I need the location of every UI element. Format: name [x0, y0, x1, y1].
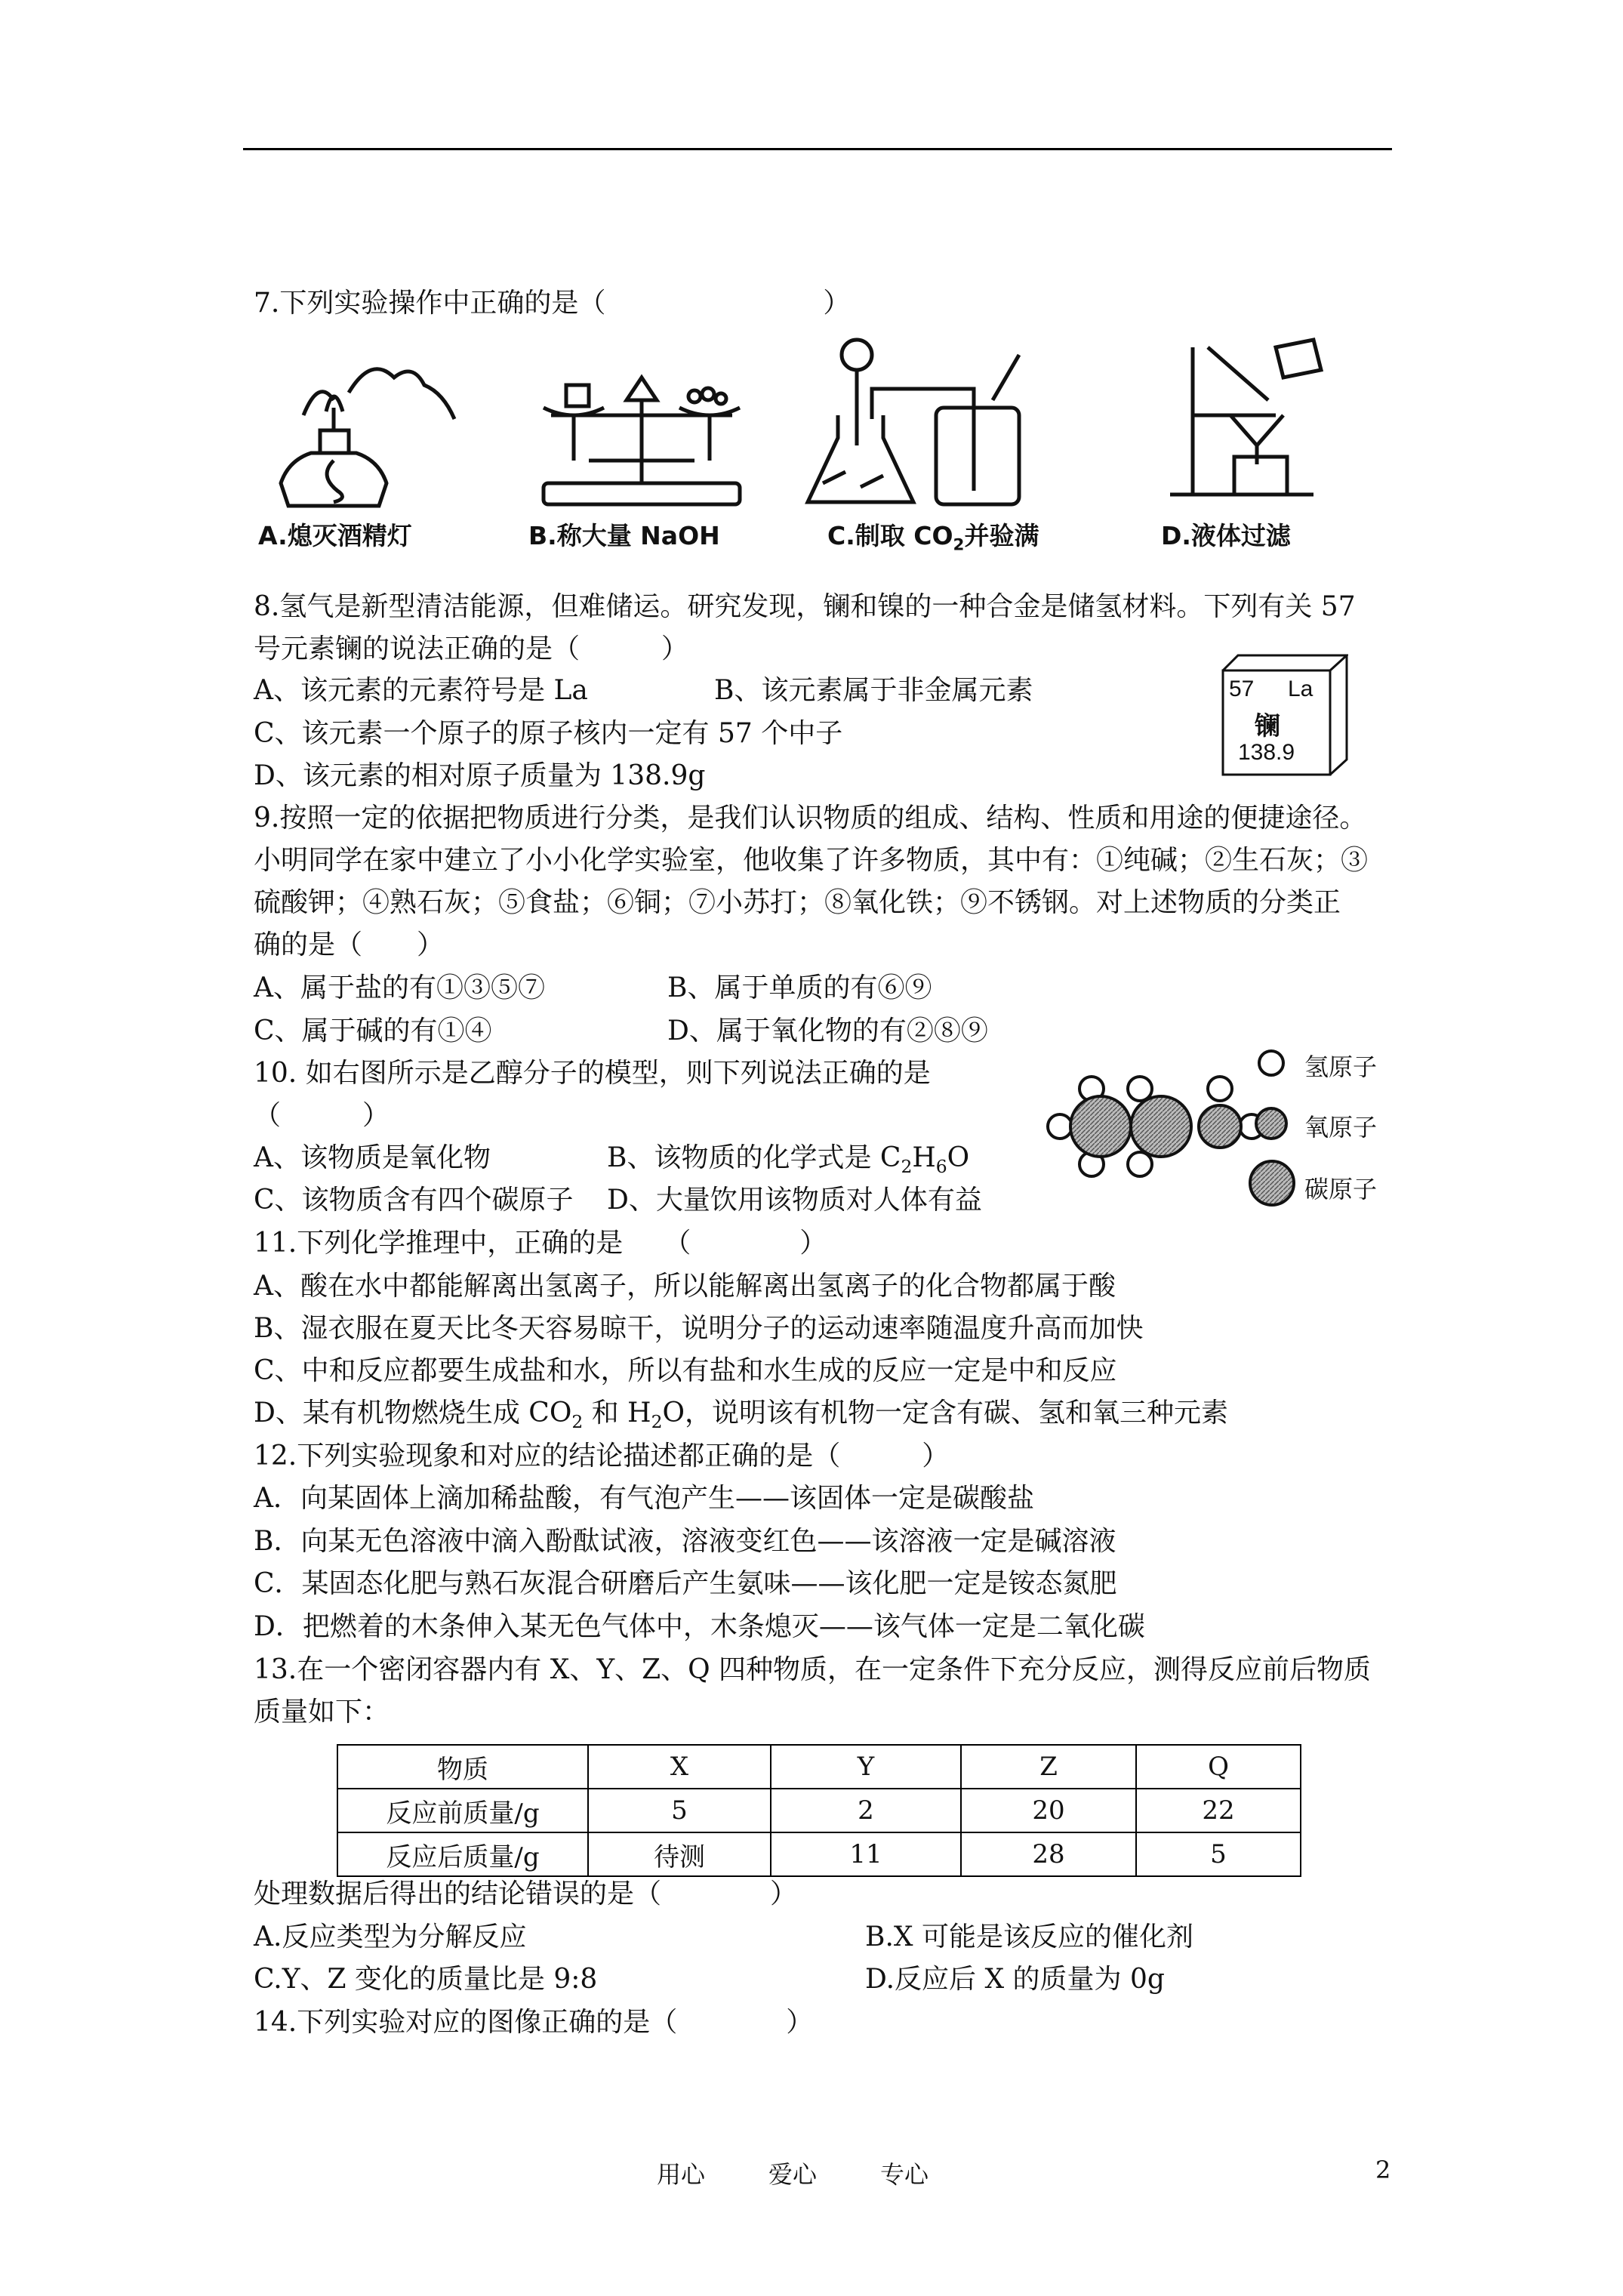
q13-option-d: D.反应后 X 的质量为 0g [865, 1964, 1165, 1995]
q8-option-d: D、该元素的相对原子质量为 138.9g [254, 760, 706, 791]
legend-hydrogen-label: 氢原子 [1304, 1052, 1378, 1081]
table-header-cell: Q [1136, 1745, 1301, 1789]
table-cell: 20 [961, 1789, 1136, 1832]
table-header-cell: X [588, 1745, 771, 1789]
element-name: 镧 [1255, 712, 1280, 741]
q7-caption-a: A.熄灭酒精灯 [258, 521, 412, 550]
header-rule [243, 148, 1392, 150]
table-cell: 反应后质量/g [337, 1832, 588, 1876]
q12-option-b: B．向某无色溶液中滴入酚酞试液，溶液变红色——该溶液一定是碱溶液 [254, 1526, 1116, 1557]
q9-option-a: A、属于盐的有①③⑤⑦ [254, 972, 545, 1003]
q9-stem-line3: 硫酸钾；④熟石灰；⑤食盐；⑥铜；⑦小苏打；⑧氧化铁；⑨不锈钢。对上述物质的分类正 [254, 887, 1341, 918]
table-cell: 反应前质量/g [337, 1789, 588, 1832]
q9-stem-line2: 小明同学在家中建立了小小化学实验室，他收集了许多物质，其中有：①纯碱；②生石灰；③ [254, 845, 1369, 876]
q10-option-a: A、该物质是氧化物 [254, 1142, 491, 1173]
q8-stem-line2: 号元素镧的说法正确的是（ ） [254, 633, 689, 664]
q9-stem-line4: 确的是（ ） [254, 929, 445, 960]
legend-carbon-label: 碳原子 [1304, 1175, 1378, 1203]
q11-stem: 11.下列化学推理中，正确的是 （ ） [254, 1228, 827, 1259]
table-cell: 11 [771, 1832, 961, 1876]
q8-option-b: B、该元素属于非金属元素 [714, 675, 1033, 706]
table-header-cell: Y [771, 1745, 961, 1789]
filtration-figure [1163, 332, 1329, 513]
legend-oxygen-icon [1252, 1104, 1291, 1143]
alcohol-lamp-figure [273, 347, 462, 513]
q10-option-c: C、该物质含有四个碳原子 [254, 1185, 574, 1216]
ethanol-molecule-model [1040, 1057, 1267, 1200]
q10-stem-line2: （ ） [254, 1100, 390, 1131]
table-header-cell: Z [961, 1745, 1136, 1789]
legend-oxygen-label: 氧原子 [1304, 1113, 1378, 1142]
q9-option-c: C、属于碱的有①④ [254, 1015, 492, 1046]
q13-stem-line2: 质量如下： [254, 1697, 390, 1727]
q8-option-c: C、该元素一个原子的原子核内一定有 57 个中子 [254, 718, 843, 749]
q11-option-b: B、湿衣服在夏天比冬天容易晾干，说明分子的运动速率随温度升高而加快 [254, 1313, 1144, 1344]
footer-text-mid: 爱心 [768, 2160, 818, 2189]
q9-stem-line1: 9.按照一定的依据把物质进行分类，是我们认识物质的组成、结构、性质和用途的便捷途径。 [254, 803, 1367, 834]
q13-option-a: A.反应类型为分解反应 [254, 1922, 527, 1952]
table-cell: 28 [961, 1832, 1136, 1876]
balance-figure [528, 355, 755, 513]
q13-question: 处理数据后得出的结论错误的是（ ） [254, 1878, 798, 1909]
element-atomic-mass: 138.9 [1238, 740, 1295, 765]
footer-text-right: 专心 [880, 2160, 929, 2189]
q7-stem: 7.下列实验操作中正确的是（ ） [254, 288, 851, 319]
footer-text-left: 用心 [657, 2160, 706, 2189]
q7-caption-b: B.称大量 NaOH [528, 521, 720, 550]
q12-stem: 12.下列实验现象和对应的结论描述都正确的是（ ） [254, 1441, 950, 1472]
table-cell: 待测 [588, 1832, 771, 1876]
table-row [337, 1789, 1301, 1832]
q9-option-d: D、属于氧化物的有②⑧⑨ [667, 1015, 988, 1046]
q13-option-b: B.X 可能是该反应的催化剂 [865, 1922, 1193, 1952]
q11-option-a: A、酸在水中都能解离出氢离子，所以能解离出氢离子的化合物都属于酸 [254, 1271, 1116, 1302]
co2-apparatus-figure [800, 332, 1057, 513]
table-cell: 2 [771, 1789, 961, 1832]
q8-stem-line1: 8.氢气是新型清洁能源，但难储运。研究发现，镧和镍的一种合金是储氢材料。下列有关 57 [254, 591, 1356, 622]
q13-stem-line1: 13.在一个密闭容器内有 X、Y、Z、Q 四种物质，在一定条件下充分反应，测得反应前后物质 [254, 1654, 1372, 1685]
element-atomic-number: 57 [1229, 676, 1255, 701]
element-symbol: La [1288, 676, 1313, 701]
table-header-cell: 物质 [337, 1745, 588, 1789]
q10-option-d: D、大量饮用该物质对人体有益 [607, 1185, 982, 1216]
q10-stem-line1: 10. 如右图所示是乙醇分子的模型，则下列说法正确的是 [254, 1058, 931, 1089]
legend-hydrogen-icon [1255, 1046, 1288, 1080]
page-number: 2 [1375, 2156, 1391, 2184]
q12-option-d: D．把燃着的木条伸入某无色气体中，木条熄灭——该气体一定是二氧化碳 [254, 1611, 1145, 1642]
q12-option-a: A．向某固体上滴加稀盐酸，有气泡产生——该固体一定是碳酸盐 [254, 1483, 1034, 1514]
q7-caption-d: D.液体过滤 [1161, 521, 1291, 550]
element-card-lanthanum [1221, 654, 1348, 776]
table-row [337, 1832, 1301, 1876]
table-cell: 22 [1136, 1789, 1301, 1832]
q8-option-a: A、该元素的元素符号是 La [254, 675, 588, 706]
q9-option-b: B、属于单质的有⑥⑨ [667, 972, 932, 1003]
q12-option-c: C．某固态化肥与熟石灰混合研磨后产生氨味——该化肥一定是铵态氮肥 [254, 1568, 1117, 1599]
table-cell: 5 [1136, 1832, 1301, 1876]
legend-carbon-icon [1247, 1158, 1297, 1208]
q7-caption-c: C.制取 $CO_2$并验满 [827, 521, 1039, 555]
table-cell: 5 [588, 1789, 771, 1832]
q13-option-c: C.Y、Z 变化的质量比是 9:8 [254, 1964, 598, 1995]
q10-option-b: B、该物质的化学式是 $C_2H_6O$ [607, 1142, 970, 1178]
table-header-row [337, 1745, 1301, 1789]
q11-option-d: D、某有机物燃烧生成 $CO_2$ 和 $H_2O$，说明该有机物一定含有碳、氢和氧三种元素 [254, 1398, 1228, 1433]
q14-stem: 14.下列实验对应的图像正确的是（ ） [254, 2007, 814, 2038]
q13-mass-table [337, 1744, 1301, 1877]
q11-option-c: C、中和反应都要生成盐和水，所以有盐和水生成的反应一定是中和反应 [254, 1355, 1117, 1386]
